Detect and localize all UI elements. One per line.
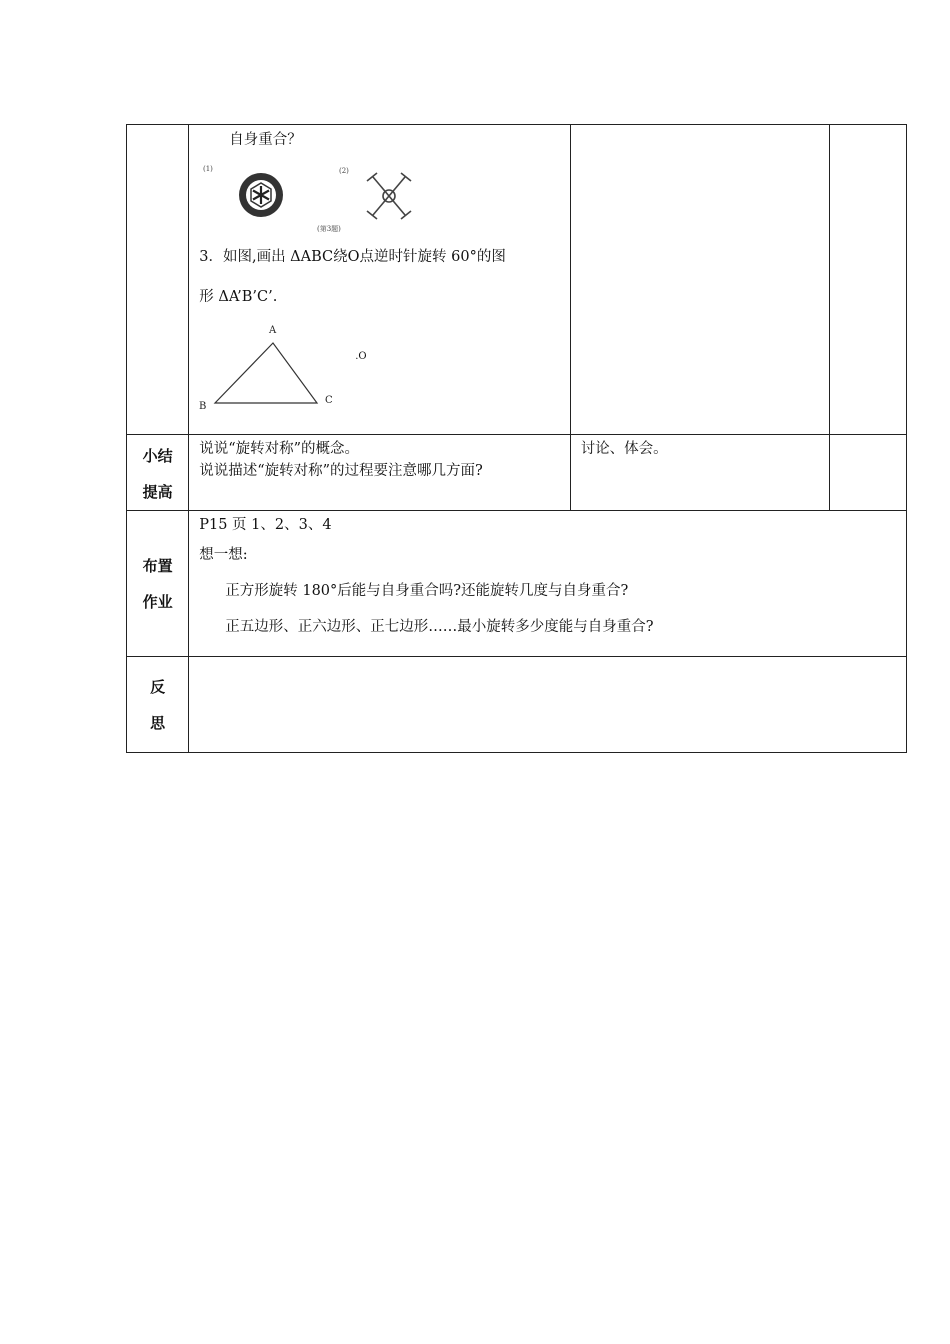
lesson-plan-table	[126, 124, 907, 753]
exercise-student-cell	[570, 125, 829, 435]
vertex-c-label: C	[325, 395, 333, 406]
summary-student-text: 讨论、体会。	[580, 441, 668, 457]
vertex-a-label: A	[269, 325, 277, 336]
figure-2-cross-icon	[367, 173, 411, 219]
reflection-content-cell	[189, 657, 907, 753]
triangle-abc-figure	[195, 321, 375, 413]
vertex-b-label: B	[199, 401, 207, 412]
homework-pages: P15 页 1、2、3、4	[199, 517, 332, 533]
think-question-1: 正方形旋转 180°后能与自身重合吗?还能旋转几度与自身重合?	[225, 583, 629, 599]
summary-notes-cell	[829, 435, 906, 511]
question-3-line-1: 3．如图,画出 ΔABC绕O点逆时针旋转 60°的图	[199, 249, 506, 265]
homework-label-line-1: 布置	[142, 556, 173, 575]
exercise-content-cell	[189, 125, 570, 435]
reflection-label-cell	[127, 657, 189, 753]
figure-1-label: (1)	[203, 165, 214, 173]
figure-1-snowflake-icon	[239, 173, 283, 217]
homework-label-cell	[127, 511, 189, 657]
think-question-2: 正五边形、正六边形、正七边形……最小旋转多少度能与自身重合?	[225, 619, 654, 635]
figure-2-label: (2)	[339, 167, 350, 175]
point-o-label: .O	[355, 351, 367, 362]
homework-content-cell	[189, 511, 907, 657]
summary-label-line-2: 提高	[142, 483, 173, 501]
question-3-line-2: 形 ΔA’B’C’.	[199, 289, 278, 305]
reflection-label-line-1: 反	[150, 677, 166, 696]
figure-caption: (第3题)	[317, 225, 342, 233]
summary-student-cell	[570, 435, 829, 511]
reflection-row	[127, 657, 907, 753]
homework-label-line-2: 作业	[142, 592, 173, 611]
think-heading: 想一想:	[199, 547, 248, 563]
homework-row	[127, 511, 907, 657]
exercise-label-cell	[127, 125, 189, 435]
summary-row	[127, 435, 907, 511]
exercise-row	[127, 125, 907, 435]
reflection-label-line-2: 思	[150, 713, 166, 732]
triangle-abc	[215, 343, 317, 403]
summary-content-cell	[189, 435, 570, 511]
symmetry-figures	[199, 161, 439, 235]
summary-label-cell	[127, 435, 189, 511]
exercise-notes-cell	[829, 125, 906, 435]
summary-line-2: 说说描述“旋转对称”的过程要注意哪几方面?	[199, 463, 483, 479]
self-coincide-text: 自身重合？	[229, 132, 302, 148]
summary-label-line-1: 小结	[142, 447, 173, 465]
summary-line-1: 说说“旋转对称”的概念。	[199, 441, 360, 457]
